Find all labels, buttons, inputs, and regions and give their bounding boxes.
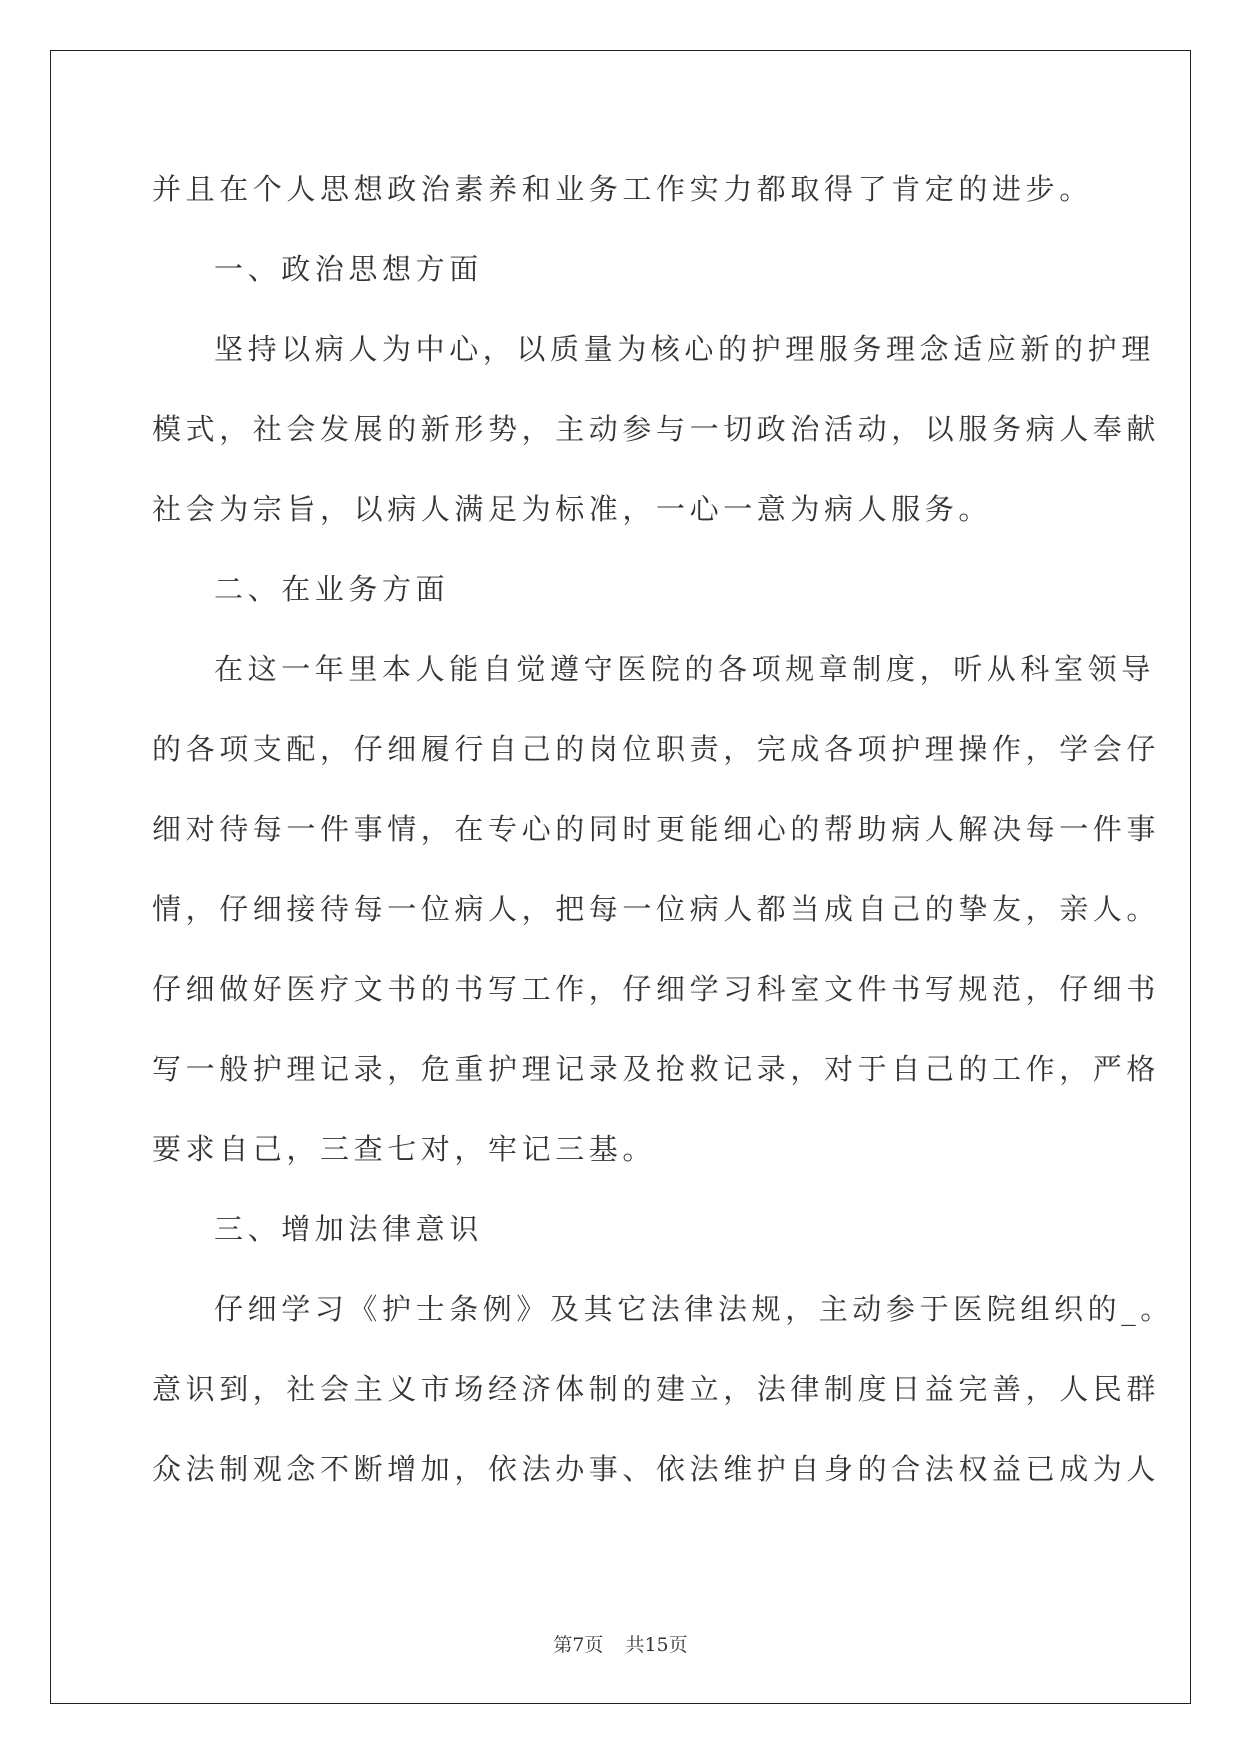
text-line-3: 坚持以病人为中心，以质量为核心的护理服务理念适应新的护理 bbox=[214, 332, 1155, 366]
page-footer bbox=[0, 1630, 1241, 1657]
text-line-9: 细对待每一件事情，在专心的同时更能细心的帮助病人解决每一件事 bbox=[152, 812, 1161, 846]
section-heading-business: 二、在业务方面 bbox=[214, 572, 450, 606]
text-line-15: 仔细学习《护士条例》及其它法律法规，主动参于医院组织的_。 bbox=[214, 1292, 1174, 1326]
text-line-10: 情，仔细接待每一位病人，把每一位病人都当成自己的挚友，亲人。 bbox=[152, 892, 1161, 926]
text-line-7: 在这一年里本人能自觉遵守医院的各项规章制度，听从科室领导 bbox=[214, 652, 1155, 686]
text-line-13: 要求自己，三查七对，牢记三基。 bbox=[152, 1132, 657, 1166]
page-number-total: 共15页 bbox=[625, 1634, 688, 1656]
text-line-1: 并且在个人思想政治素养和业务工作实力都取得了肯定的进步。 bbox=[152, 172, 1093, 206]
text-line-8: 的各项支配，仔细履行自己的岗位职责，完成各项护理操作，学会仔 bbox=[152, 732, 1161, 766]
document-body bbox=[152, 164, 1174, 1524]
text-line-17: 众法制观念不断增加，依法办事、依法维护自身的合法权益已成为人 bbox=[152, 1452, 1161, 1486]
text-line-11: 仔细做好医疗文书的书写工作，仔细学习科室文件书写规范，仔细书 bbox=[152, 972, 1161, 1006]
text-line-4: 模式，社会发展的新形势，主动参与一切政治活动，以服务病人奉献 bbox=[152, 412, 1161, 446]
page-number-current: 第7页 bbox=[553, 1634, 604, 1656]
text-line-5: 社会为宗旨，以病人满足为标准，一心一意为病人服务。 bbox=[152, 492, 993, 526]
section-heading-politics: 一、政治思想方面 bbox=[214, 252, 483, 286]
section-heading-law: 三、增加法律意识 bbox=[214, 1212, 483, 1246]
text-line-16: 意识到，社会主义市场经济体制的建立，法律制度日益完善，人民群 bbox=[152, 1372, 1161, 1406]
text-line-12: 写一般护理记录，危重护理记录及抢救记录，对于自己的工作，严格 bbox=[152, 1052, 1161, 1086]
